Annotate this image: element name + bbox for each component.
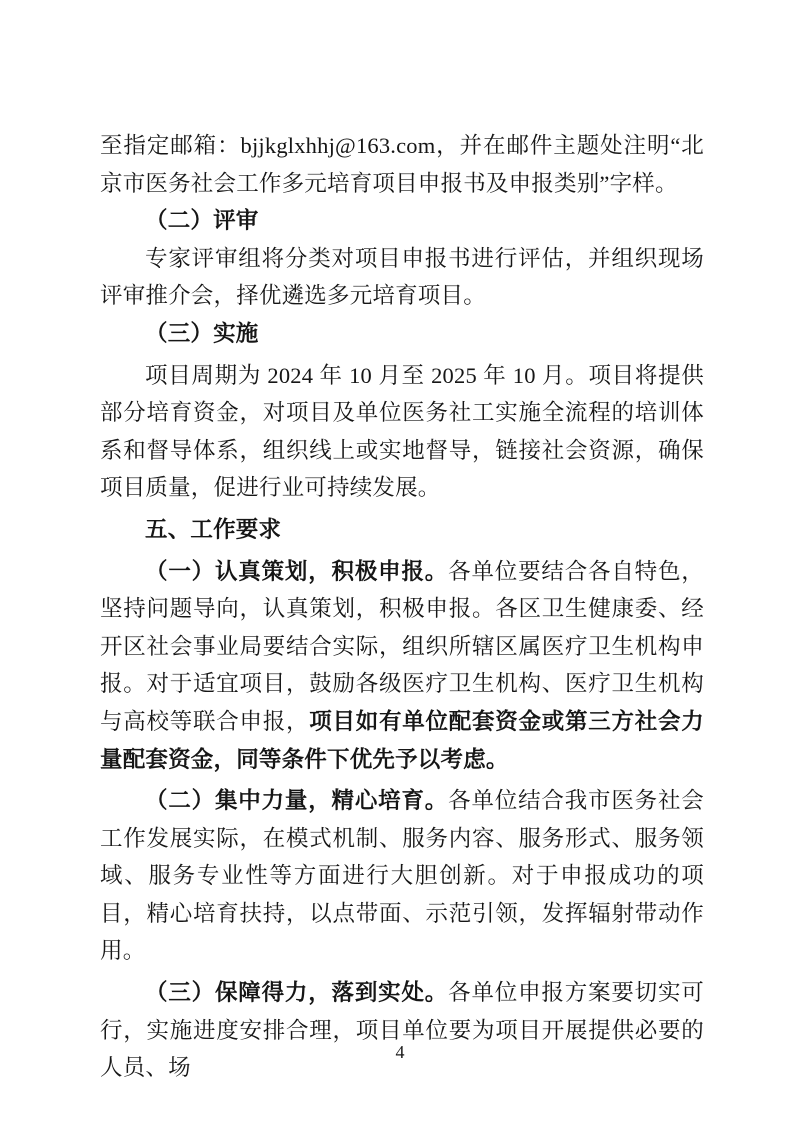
requirement-2-body-text: 各单位结合我市医务社会工作发展实际，在模式机制、服务内容、服务形式、服务领域、服务专业性等方面进行大胆创新。对于申报成功的项目，精心培育扶持，以点带面、示范引领，发挥辐射带动作用。 (100, 788, 704, 964)
requirement-1-body-text: 各单位要结合各自特色，坚持问题导向，认真策划，积极申报。各区卫生健康委、经开区社会事业局要结合实际，组织所辖区属医疗卫生机构申报。对于适宜项目，鼓励各级医疗卫生机构、医疗卫生机构与高校等联合申报， (100, 558, 704, 734)
paragraph-review-process: 专家评审组将分类对项目申报书进行评估，并组织现场评审推介会，择优遴选多元培育项目。 (100, 245, 704, 309)
requirement-3-lead-in: （三）保障得力，落到实处。 (145, 980, 449, 1006)
paragraph-requirement-2 (100, 782, 704, 970)
document-body (100, 127, 704, 1087)
paragraph-requirement-3 (100, 974, 704, 1087)
paragraph-implementation: 项目周期为 2024 年 10 月至 2025 年 10 月。项目将提供部分培育资金，对项目及单位医务社工实施全流程的培训体系和督导体系，组织线上或实地督导，链接社会资源，确保项目质量，促进行业可持续发展。 (100, 362, 704, 501)
requirement-1-emphasis-text: 项目如有单位配套资金或第三方社会力量配套资金，同等条件下优先予以考虑。 (100, 708, 704, 772)
paragraph-requirement-1 (100, 553, 704, 779)
page-number: 4 (395, 1042, 405, 1062)
paragraph-email-instructions: 至指定邮箱：bjjkglxhhj@163.com，并在邮件主题处注明“北京市医务社会工作多元培育项目申报书及申报类别”字样。 (100, 133, 704, 196)
heading-section-5-work-requirements: 五、工作要求 (145, 516, 282, 542)
requirement-2-lead-in: （二）集中力量，精心培育。 (145, 788, 449, 814)
requirement-1-lead-in: （一）认真策划，积极申报。 (145, 558, 449, 584)
page-footer (0, 1040, 800, 1064)
heading-section-2-review: （二）评审 (145, 208, 259, 234)
requirement-3-body-text: 各单位申报方案要切实可行，实施进度安排合理，项目单位要为项目开展提供必要的人员、场 (100, 980, 704, 1081)
heading-section-3-implementation: （三）实施 (145, 320, 259, 346)
